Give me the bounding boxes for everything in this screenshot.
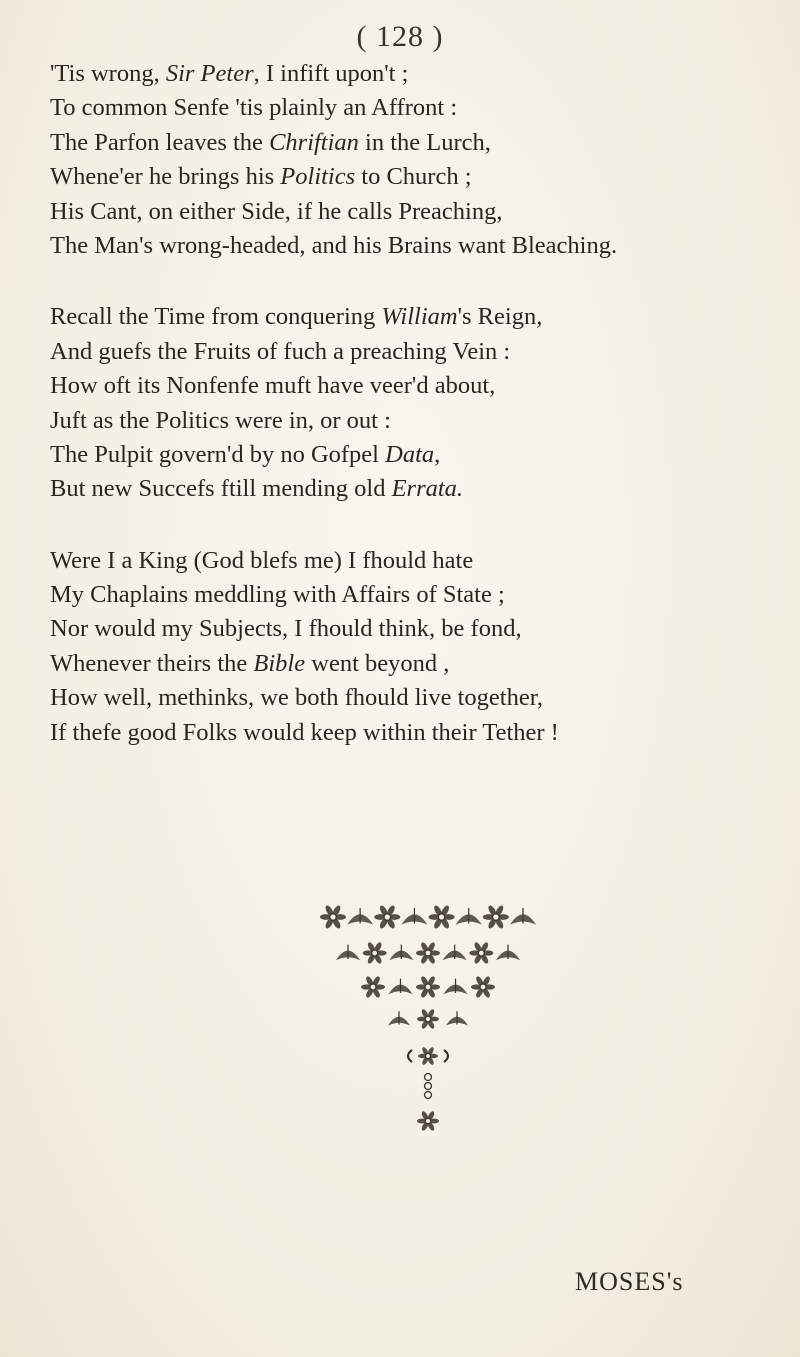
verse-italic-text: Sir Peter bbox=[165, 60, 254, 87]
verse-text: went beyond , bbox=[305, 649, 450, 677]
verse-line bbox=[50, 544, 795, 578]
verse-italic-text: William bbox=[381, 303, 458, 331]
verse-text: , I infift upon't ; bbox=[253, 60, 409, 87]
verse-line bbox=[50, 57, 795, 91]
verse-text: , bbox=[434, 440, 441, 468]
stanza-break bbox=[50, 507, 795, 544]
verse-text: 'Tis wrong, bbox=[50, 60, 166, 87]
verse-line bbox=[50, 647, 795, 681]
verse-line bbox=[50, 716, 795, 750]
verse-text: My Chaplains meddling with Affairs of State ; bbox=[50, 581, 505, 609]
verse-text: in the Lurch, bbox=[358, 128, 491, 156]
verse-text: To common Senfe 'tis plainly an Affront : bbox=[50, 94, 458, 122]
verse-line bbox=[50, 681, 795, 715]
verse-italic-text: Chriftian bbox=[269, 128, 359, 156]
verse-text: How well, methinks, we both fhould live together, bbox=[50, 684, 544, 712]
verse-text: Whenever theirs the bbox=[50, 649, 254, 677]
verse-text: The Pulpit govern'd by no Gofpel bbox=[50, 440, 386, 468]
page-number: ( 128 ) bbox=[356, 20, 444, 53]
verse-italic-text: Bible bbox=[253, 649, 306, 677]
verse-text: to Church ; bbox=[355, 163, 472, 191]
verse-line bbox=[50, 335, 795, 369]
verse-text: Were I a King (God blefs me) I fhould hate bbox=[50, 546, 474, 574]
verse-line bbox=[50, 300, 795, 334]
verse-text: And guefs the Fruits of fuch a preaching Vein : bbox=[50, 337, 511, 365]
verse-text: The Man's wrong-headed, and his Brains want Bleaching. bbox=[50, 231, 618, 259]
verse-line bbox=[50, 91, 795, 125]
verse-line bbox=[50, 438, 795, 472]
stanza bbox=[50, 300, 795, 506]
verse-line bbox=[50, 126, 795, 160]
verse-line bbox=[50, 578, 795, 612]
verse-line bbox=[50, 404, 795, 438]
stanza bbox=[50, 57, 795, 263]
verse-text: Recall the Time from conquering bbox=[50, 303, 382, 331]
poem-body bbox=[50, 57, 795, 750]
verse-text: How oft its Nonfenfe muft have veer'd about, bbox=[50, 372, 496, 400]
catchword: MOSES's bbox=[575, 1267, 684, 1296]
stanza-break bbox=[50, 263, 795, 300]
verse-italic-text: Data bbox=[385, 440, 435, 468]
verse-text: His Cant, on either Side, if he calls Preaching, bbox=[50, 197, 503, 225]
verse-text: If thefe good Folks would keep within their Tether ! bbox=[50, 718, 559, 746]
verse-line bbox=[50, 229, 795, 263]
verse-italic-text: Politics bbox=[280, 163, 356, 191]
verse-text: Whene'er he brings his bbox=[50, 163, 281, 191]
verse-line bbox=[50, 160, 795, 194]
verse-text: The Parfon leaves the bbox=[50, 128, 270, 156]
stanza bbox=[50, 544, 795, 750]
verse-line bbox=[50, 612, 795, 646]
verse-text: Juft as the Politics were in, or out : bbox=[50, 406, 391, 434]
verse-text: Nor would my Subjects, I fhould think, be fond, bbox=[50, 615, 522, 643]
tailpiece-ornament-icon bbox=[300, 895, 556, 1145]
verse-line bbox=[50, 195, 795, 229]
verse-line bbox=[50, 472, 795, 506]
verse-italic-text: Errata. bbox=[391, 475, 464, 503]
verse-text: 's Reign, bbox=[457, 303, 543, 331]
verse-line bbox=[50, 369, 795, 403]
verse-text: But new Succefs ftill mending old bbox=[50, 475, 392, 503]
